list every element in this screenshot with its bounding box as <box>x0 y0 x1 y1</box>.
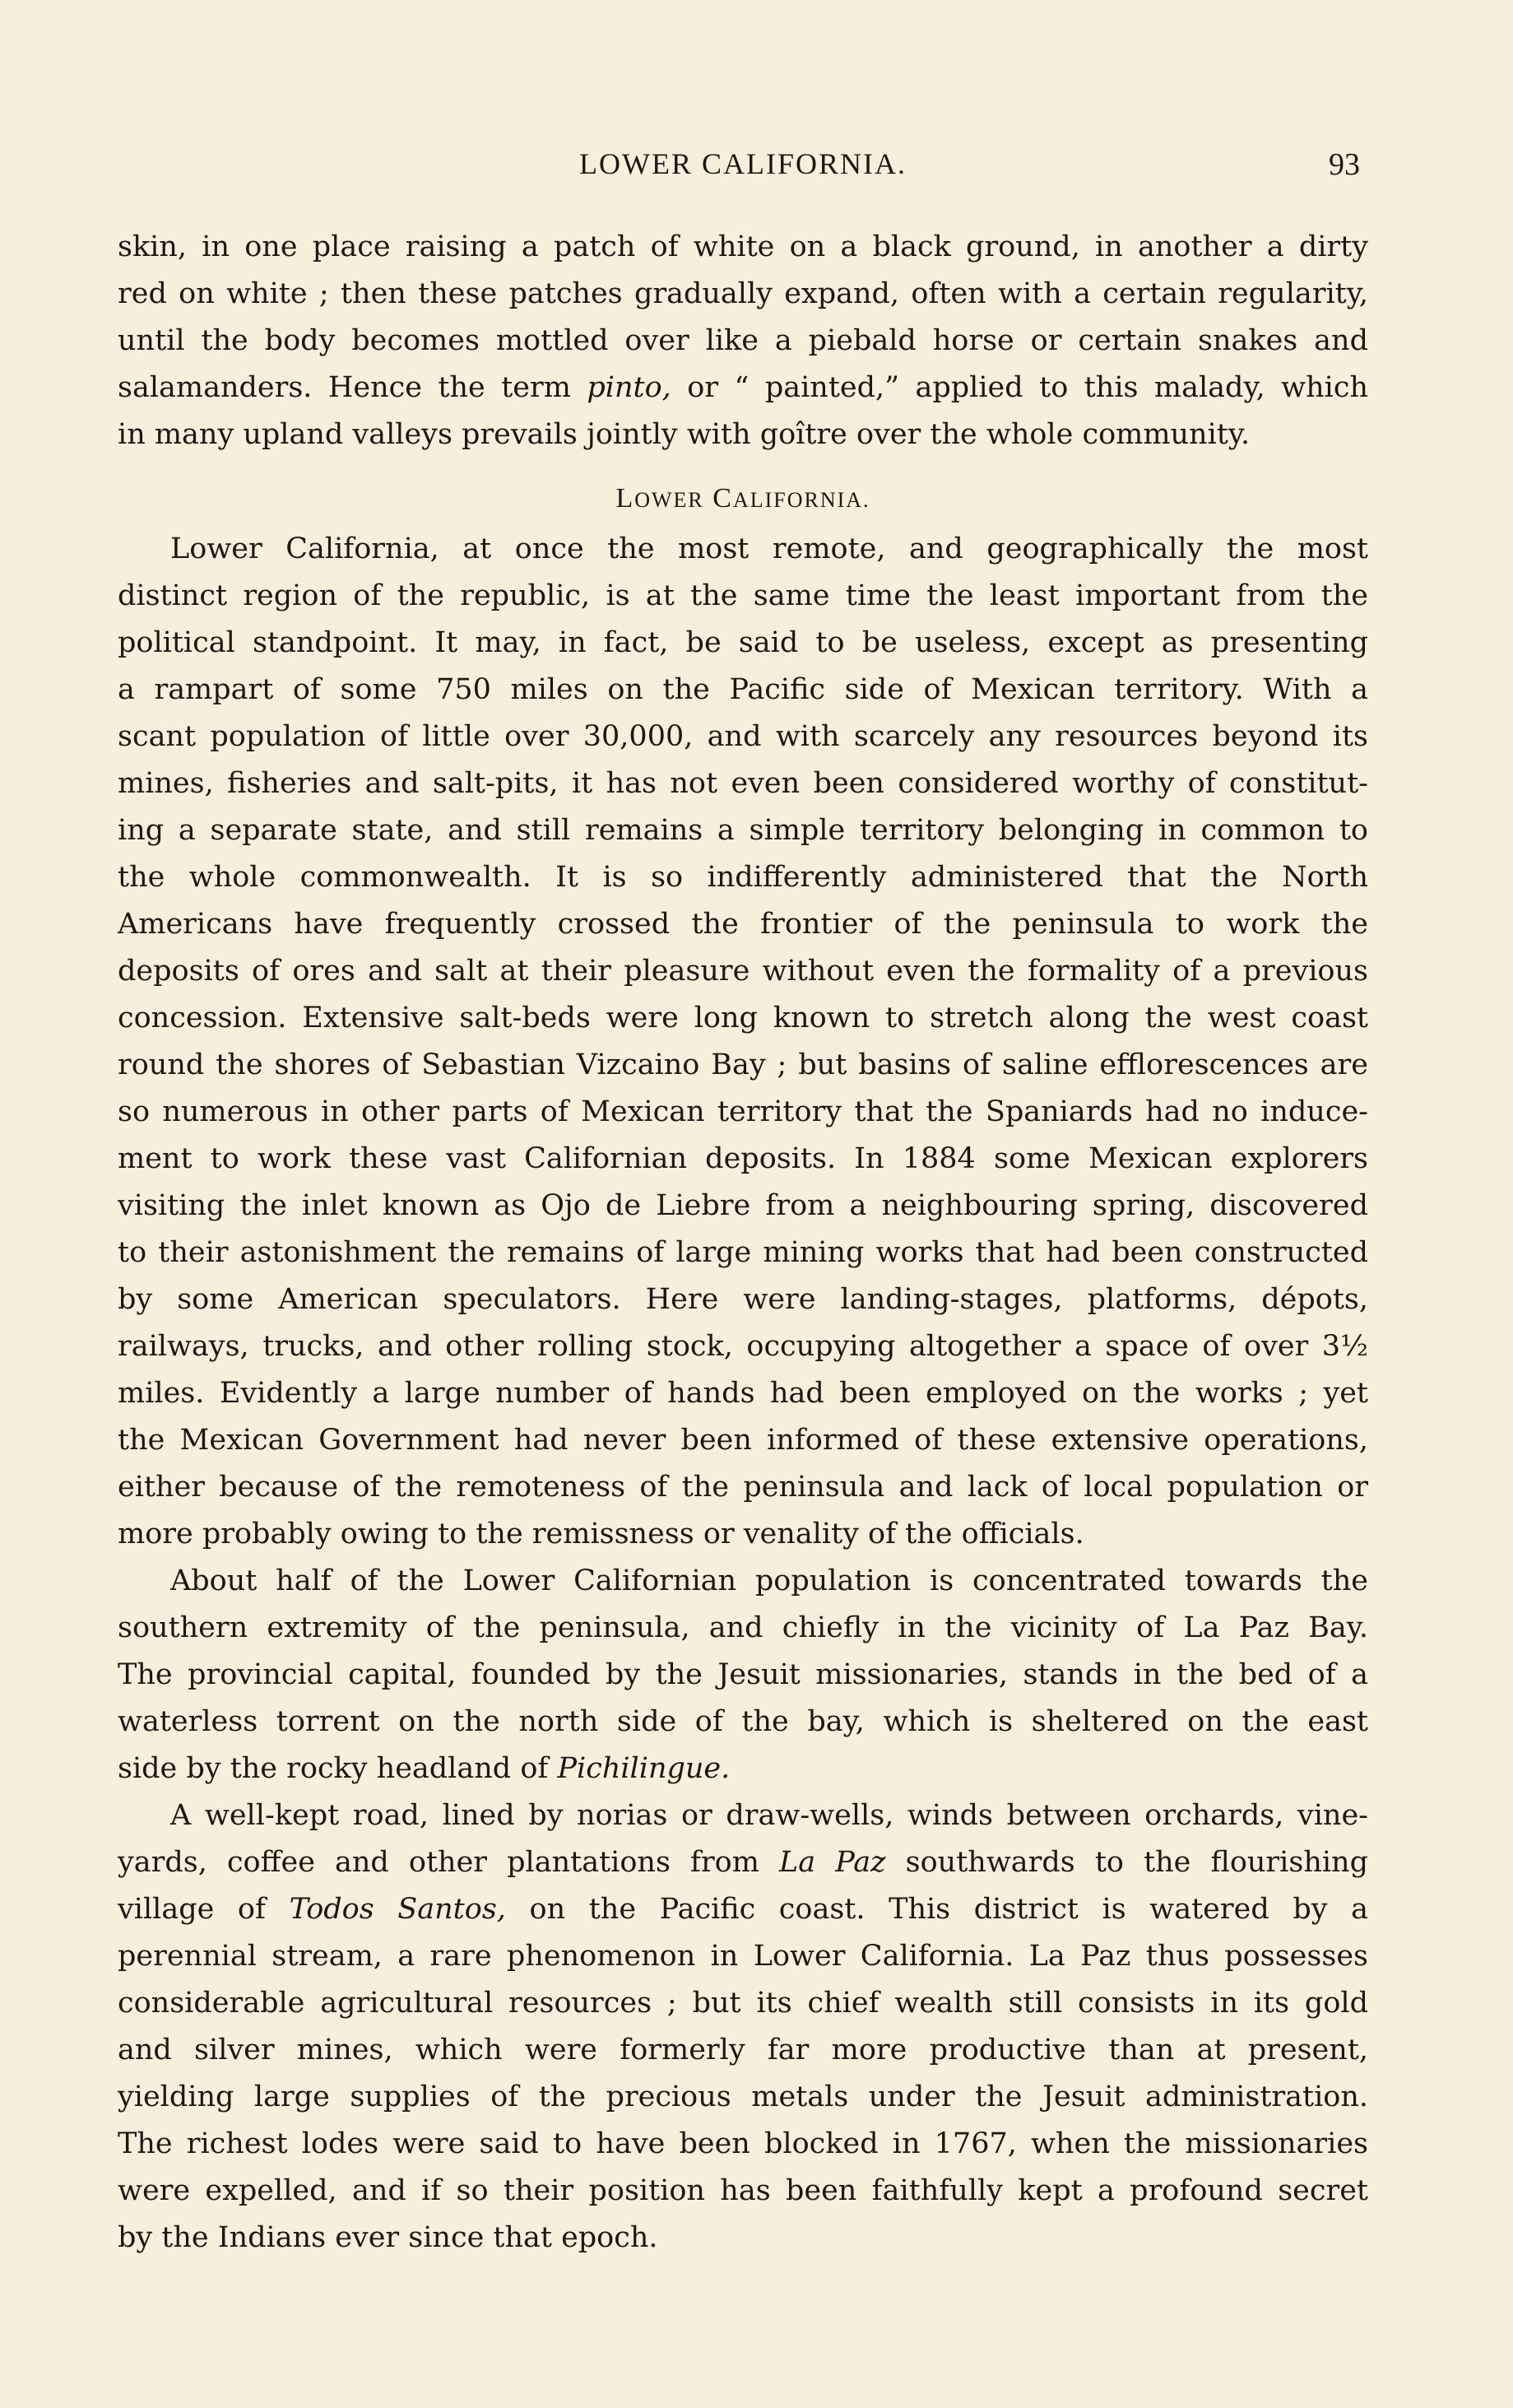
running-head <box>118 146 1368 191</box>
text-line: ing a separate state, and still remains a simple territory belonging in common to <box>118 814 1368 847</box>
text-line: The richest lodes were said to have been blocked in 1767, when the missionaries <box>118 2127 1368 2160</box>
running-title: LOWER CALIFORNIA. <box>579 147 907 180</box>
text-run: salamanders. Hence the term <box>118 371 587 404</box>
text-run: village of <box>118 1893 290 1926</box>
text-line: Lower California, at once the most remote, and geographically the most <box>170 532 1368 565</box>
heading-smallcaps-2: ALIFORNIA. <box>732 488 870 512</box>
heading-initial-2: C <box>712 483 733 514</box>
italic-term: pinto, <box>587 371 671 404</box>
text-line: mines, fisheries and salt-pits, it has not even been considered worthy of constitut- <box>118 767 1368 800</box>
text-run: yards, coffee and other plantations from <box>118 1846 780 1879</box>
heading-smallcaps-1: OWER <box>634 488 704 512</box>
text-line <box>118 1746 1368 1792</box>
text-run: side by the rocky headland of <box>118 1752 558 1785</box>
text-line: skin, in one place raising a patch of white on a black ground, in another a dirty <box>118 230 1368 263</box>
text-line: the whole commonwealth. It is so indifferently administered that the North <box>118 861 1368 894</box>
text-line: Americans have frequently crossed the frontier of the peninsula to work the <box>118 908 1368 941</box>
paragraph-population <box>118 1558 1368 1792</box>
text-line: round the shores of Sebastian Vizcaino Bay ; but basins of saline efflorescences are <box>118 1048 1368 1081</box>
text-line: considerable agricultural resources ; but its chief wealth still consists in its gold <box>118 1987 1368 2020</box>
text-line: deposits of ores and salt at their pleasure without even the formality of a previous <box>118 955 1368 988</box>
text-line: yielding large supplies of the precious metals under the Jesuit administration. <box>118 2080 1368 2113</box>
text-line: concession. Extensive salt-beds were long known to stretch along the west coast <box>118 1002 1368 1034</box>
text-line: scant population of little over 30,000, and with scarcely any resources beyond its <box>118 720 1368 753</box>
italic-term: La Paz <box>779 1846 886 1879</box>
text-line: a rampart of some 750 miles on the Pacific side of Mexican territory. With a <box>118 673 1368 706</box>
text-line <box>118 1886 1368 1933</box>
text-line: southern extremity of the peninsula, and chiefly in the vicinity of La Paz Bay. <box>118 1611 1368 1644</box>
text-line: railways, trucks, and other rolling stock, occupying altogether a space of over 3½ <box>118 1330 1368 1363</box>
text-line: ment to work these vast Californian deposits. In 1884 some Mexican explorers <box>118 1142 1368 1175</box>
text-line <box>118 365 1368 411</box>
text-line: and silver mines, which were formerly far more productive than at present, <box>118 2034 1368 2066</box>
text-line: waterless torrent on the north side of the bay, which is sheltered on the east <box>118 1705 1368 1738</box>
text-line: to their astonishment the remains of large mining works that had been constructed <box>118 1236 1368 1269</box>
text-line: distinct region of the republic, is at the same time the least important from the <box>118 579 1368 612</box>
text-line: by the Indians ever since that epoch. <box>118 2221 658 2254</box>
text-line <box>118 1839 1368 1886</box>
text-line: were expelled, and if so their position has been faithfully kept a profound secret <box>118 2174 1368 2207</box>
text-run: or “ painted,” applied to this malady, which <box>671 371 1368 404</box>
text-run: on the Pacific coast. This district is watered by a <box>505 1893 1368 1926</box>
text-run: southwards to the flourishing <box>885 1846 1369 1879</box>
text-line: more probably owing to the remissness or venality of the officials. <box>118 1518 1084 1550</box>
text-line: visiting the inlet known as Ojo de Liebre from a neighbouring spring, discovered <box>118 1189 1368 1222</box>
text-line: political standpoint. It may, in fact, be said to be useless, except as presenting <box>118 626 1368 659</box>
italic-term: Pichilingue. <box>557 1752 731 1785</box>
text-line: until the body becomes mottled over like a piebald horse or certain snakes and <box>118 324 1368 357</box>
page-number: 93 <box>1329 147 1360 182</box>
text-line: the Mexican Government had never been informed of these extensive operations, <box>118 1424 1368 1457</box>
text-line: A well-kept road, lined by norias or draw-wells, winds between orchards, vine- <box>170 1799 1368 1832</box>
text-line: miles. Evidently a large number of hands had been employed on the works ; yet <box>118 1377 1368 1410</box>
paragraph-lower-california <box>118 526 1368 1558</box>
text-line: by some American speculators. Here were landing-stages, platforms, dépots, <box>118 1283 1368 1316</box>
heading-initial-1: L <box>615 483 635 514</box>
text-line: in many upland valleys prevails jointly with goître over the whole community. <box>118 418 1251 451</box>
body-text <box>118 224 1368 2262</box>
text-line: About half of the Lower Californian population is concentrated towards the <box>170 1564 1368 1597</box>
italic-term: Todos Santos, <box>289 1893 506 1926</box>
text-line: so numerous in other parts of Mexican territory that the Spaniards had no induce- <box>118 1095 1368 1128</box>
text-line: perennial stream, a rare phenomenon in Lower California. La Paz thus possesses <box>118 1940 1368 1973</box>
text-line: either because of the remoteness of the peninsula and lack of local population or <box>118 1471 1368 1504</box>
paragraph-la-paz <box>118 1792 1368 2262</box>
section-heading <box>118 472 1368 526</box>
text-line: red on white ; then these patches gradually expand, often with a certain regularity, <box>118 277 1368 310</box>
text-line: The provincial capital, founded by the Jesuit missionaries, stands in the bed of a <box>118 1658 1368 1691</box>
paragraph-continued <box>118 224 1368 458</box>
